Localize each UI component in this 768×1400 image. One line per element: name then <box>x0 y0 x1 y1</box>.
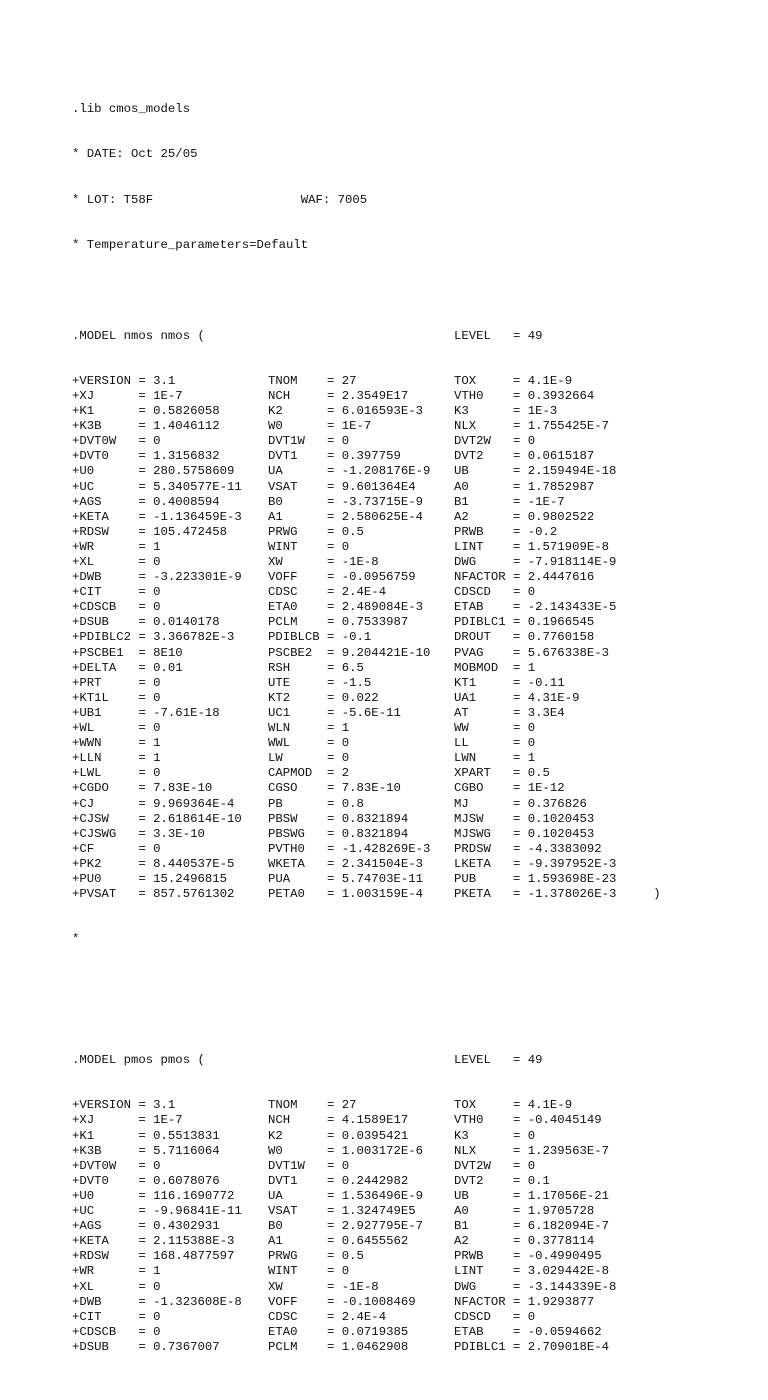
parameter-assignment: +CIT = 0 <box>72 1309 161 1324</box>
parameter-assignment: +CJ = 9.969364E-4 <box>72 796 235 811</box>
nmos-level: LEVEL = 49 <box>454 328 543 343</box>
parameter-row <box>72 1204 654 1219</box>
parameter-row <box>72 1325 654 1340</box>
parameter-row <box>72 887 661 902</box>
parameter-assignment: PRWG = 0.5 <box>268 1249 364 1264</box>
parameter-assignment: +LLN = 1 <box>72 751 161 766</box>
parameter-assignment: NFACTOR = 1.9293877 <box>454 1294 595 1309</box>
parameter-row <box>72 389 654 404</box>
parameter-assignment: MJSWG = 0.1020453 <box>454 826 595 841</box>
parameter-assignment: TNOM = 27 <box>268 1098 357 1113</box>
parameter-assignment: +DVT0W = 0 <box>72 434 161 449</box>
parameter-assignment: PVTH0 = -1.428269E-3 <box>268 841 431 856</box>
parameter-assignment: DWG = -7.918114E-9 <box>454 555 617 569</box>
parameter-assignment: B1 = -1E-7 <box>454 494 565 509</box>
parameter-assignment: PRDSW = -4.3383092 <box>454 841 602 856</box>
parameter-assignment: +AGS = 0.4008594 <box>72 494 220 509</box>
parameter-row <box>72 736 654 751</box>
parameter-assignment: UB = 2.159494E-18 <box>454 464 617 479</box>
parameter-row <box>72 434 654 449</box>
parameter-assignment: UA1 = 4.31E-9 <box>454 690 580 705</box>
parameter-row <box>72 781 654 796</box>
parameter-assignment: +WL = 0 <box>72 721 161 736</box>
parameter-assignment: +XL = 0 <box>72 555 161 569</box>
parameter-assignment: VTH0 = 0.3932664 <box>454 388 595 403</box>
parameter-assignment: RSH = 6.5 <box>268 660 364 675</box>
parameter-assignment: TOX = 4.1E-9 <box>454 1098 573 1113</box>
parameter-assignment: +WR = 1 <box>72 1264 161 1279</box>
parameter-assignment: K3 = 1E-3 <box>454 404 558 419</box>
parameter-assignment: MOBMOD = 1 <box>454 660 536 675</box>
parameter-assignment: UA = 1.536496E-9 <box>268 1188 423 1203</box>
parameter-assignment: VOFF = -0.0956759 <box>268 570 416 585</box>
parameter-row <box>72 1174 654 1189</box>
parameter-row <box>72 1310 654 1325</box>
parameter-row <box>72 1295 654 1310</box>
parameter-assignment: DVT2W = 0 <box>454 1158 536 1173</box>
parameter-row <box>72 419 654 434</box>
parameter-assignment: A0 = 1.7852987 <box>454 479 595 494</box>
parameter-row <box>72 1219 654 1234</box>
parameter-assignment: UB = 1.17056E-21 <box>454 1188 609 1203</box>
parameter-assignment: +PRT = 0 <box>72 675 161 690</box>
parameter-row <box>72 1280 654 1295</box>
parameter-assignment: +K1 = 0.5826058 <box>72 404 220 419</box>
lot-line: * LOT: T58F WAF: 7005 <box>72 192 368 207</box>
parameter-assignment: LKETA = -9.397952E-3 <box>454 856 617 871</box>
parameter-assignment: +DELTA = 0.01 <box>72 660 183 675</box>
nmos-model-title: .MODEL nmos nmos ( <box>72 328 205 343</box>
parameter-row <box>72 721 654 736</box>
parameter-assignment: ETAB = -2.143433E-5 <box>454 600 617 615</box>
parameter-assignment: PUB = 1.593698E-23 <box>454 871 617 886</box>
parameter-row <box>72 857 654 872</box>
parameter-assignment: PBSW = 0.8321894 <box>268 811 409 826</box>
parameter-row <box>72 827 654 842</box>
parameter-assignment: A2 = 0.9802522 <box>454 509 595 524</box>
parameter-row <box>72 480 654 495</box>
parameter-row <box>72 706 654 721</box>
parameter-assignment: +XJ = 1E-7 <box>72 1113 183 1128</box>
parameter-assignment: +U0 = 280.5758609 <box>72 464 235 479</box>
parameter-row <box>72 872 654 887</box>
parameter-assignment: A0 = 1.9705728 <box>454 1204 595 1219</box>
parameter-assignment: ETAB = -0.0594662 <box>454 1324 602 1339</box>
parameter-assignment: DVT2 = 0.0615187 <box>454 449 595 464</box>
parameter-assignment: +XJ = 1E-7 <box>72 388 183 403</box>
parameter-assignment: PBSWG = 0.8321894 <box>268 826 409 841</box>
parameter-assignment: LINT = 3.029442E-8 <box>454 1264 609 1279</box>
parameter-assignment: PETA0 = 1.003159E-4 <box>268 887 423 902</box>
parameter-row <box>72 1234 654 1249</box>
parameter-assignment: NCH = 4.1589E17 <box>268 1113 409 1128</box>
parameter-assignment: +UB1 = -7.61E-18 <box>72 705 220 720</box>
spice-model-listing <box>72 72 661 1400</box>
parameter-assignment: XW = -1E-8 <box>268 1279 379 1294</box>
parameter-assignment: KT2 = 0.022 <box>268 690 379 705</box>
parameter-assignment: +DVT0 = 1.3156832 <box>72 449 220 464</box>
parameter-assignment: +K3B = 1.4046112 <box>72 419 220 434</box>
parameter-assignment: LWN = 1 <box>454 751 536 766</box>
parameter-assignment: +PVSAT = 857.5761302 <box>72 887 235 902</box>
parameter-assignment: +UC = -9.96841E-11 <box>72 1204 242 1219</box>
parameter-row <box>72 1159 654 1174</box>
parameter-assignment: +VERSION = 3.1 <box>72 373 176 388</box>
nmos-parameter-rows <box>72 373 661 902</box>
parameter-assignment: NFACTOR = 2.4447616 <box>454 570 595 585</box>
parameter-row <box>72 585 654 600</box>
parameter-row <box>72 691 654 706</box>
parameter-assignment: PDIBLCB = -0.1 <box>268 630 372 645</box>
parameter-assignment: +PK2 = 8.440537E-5 <box>72 856 235 871</box>
parameter-assignment: A2 = 0.3778114 <box>454 1234 595 1249</box>
parameter-assignment: PDIBLC1 = 0.1966545 <box>454 615 595 630</box>
parameter-assignment: +CJSWG = 3.3E-10 <box>72 826 205 841</box>
parameter-assignment: CAPMOD = 2 <box>268 766 350 781</box>
parameter-assignment: WKETA = 2.341504E-3 <box>268 856 423 871</box>
parameter-assignment: A1 = 0.6455562 <box>268 1234 409 1249</box>
parameter-assignment: PRWB = -0.2 <box>454 524 558 539</box>
parameter-assignment: +KETA = -1.136459E-3 <box>72 509 242 524</box>
parameter-assignment: XW = -1E-8 <box>268 555 379 569</box>
parameter-assignment: XPART = 0.5 <box>454 766 550 781</box>
parameter-assignment: WW = 0 <box>454 721 536 736</box>
parameter-assignment: LW = 0 <box>268 751 350 766</box>
parameter-row <box>72 464 654 479</box>
parameter-row <box>72 1129 654 1144</box>
parameter-assignment: +DSUB = 0.7367007 <box>72 1339 220 1354</box>
parameter-row <box>72 615 654 630</box>
parameter-assignment: CGBO = 1E-12 <box>454 781 565 796</box>
parameter-assignment: PCLM = 0.7533987 <box>268 615 409 630</box>
parameter-assignment: NLX = 1.755425E-7 <box>454 419 609 434</box>
nmos-model-header <box>72 329 654 344</box>
parameter-assignment: PRWB = -0.4990495 <box>454 1249 602 1264</box>
parameter-assignment: WINT = 0 <box>268 1264 350 1279</box>
parameter-assignment: W0 = 1.003172E-6 <box>268 1143 423 1158</box>
parameter-assignment: WLN = 1 <box>268 721 350 736</box>
parameter-assignment: TOX = 4.1E-9 <box>454 373 573 388</box>
parameter-assignment: VSAT = 1.324749E5 <box>268 1204 416 1219</box>
parameter-assignment: CDSC = 2.4E-4 <box>268 1309 387 1324</box>
date-line: * DATE: Oct 25/05 <box>72 147 198 162</box>
parameter-row <box>72 646 654 661</box>
parameter-assignment: DWG = -3.144339E-8 <box>454 1279 617 1294</box>
parameter-assignment: PKETA = -1.378026E-3 ) <box>454 887 661 902</box>
parameter-assignment: +WR = 1 <box>72 539 161 554</box>
parameter-assignment: +PU0 = 15.2496815 <box>72 871 227 886</box>
parameter-row <box>72 751 654 766</box>
parameter-assignment: +XL = 0 <box>72 1279 161 1294</box>
parameter-assignment: +CJSW = 2.618614E-10 <box>72 811 242 826</box>
parameter-row <box>72 555 654 570</box>
parameter-assignment: PUA = 5.74703E-11 <box>268 871 423 886</box>
parameter-assignment: ETA0 = 2.489084E-3 <box>268 600 423 615</box>
parameter-assignment: CGSO = 7.83E-10 <box>268 781 401 796</box>
parameter-row <box>72 842 654 857</box>
pmos-model-title: .MODEL pmos pmos ( <box>72 1053 205 1068</box>
parameter-row <box>72 1249 654 1264</box>
parameter-assignment: +CDSCB = 0 <box>72 600 161 615</box>
pmos-model-header <box>72 1053 654 1068</box>
parameter-assignment: +VERSION = 3.1 <box>72 1098 176 1113</box>
parameter-assignment: UTE = -1.5 <box>268 675 372 690</box>
parameter-assignment: B0 = -3.73715E-9 <box>268 494 423 509</box>
parameter-assignment: PRWG = 0.5 <box>268 524 364 539</box>
parameter-row <box>72 1098 654 1113</box>
parameter-assignment: +K1 = 0.5513831 <box>72 1128 220 1143</box>
parameter-assignment: +DWB = -1.323608E-8 <box>72 1294 242 1309</box>
parameter-assignment: W0 = 1E-7 <box>268 419 372 434</box>
temperature-line: * Temperature_parameters=Default <box>72 238 309 253</box>
pmos-level: LEVEL = 49 <box>454 1053 543 1068</box>
parameter-assignment: +PSCBE1 = 8E10 <box>72 645 183 660</box>
parameter-assignment: B1 = 6.182094E-7 <box>454 1219 609 1234</box>
parameter-assignment: AT = 3.3E4 <box>454 705 565 720</box>
parameter-assignment: UA = -1.208176E-9 <box>268 464 431 479</box>
parameter-row <box>72 510 654 525</box>
parameter-assignment: ETA0 = 0.0719385 <box>268 1324 409 1339</box>
parameter-assignment: +RDSW = 105.472458 <box>72 524 227 539</box>
parameter-assignment: +PDIBLC2 = 3.366782E-3 <box>72 630 235 645</box>
parameter-row <box>72 661 654 676</box>
nmos-end-marker: * <box>72 932 80 947</box>
parameter-row <box>72 495 654 510</box>
parameter-row <box>72 374 654 389</box>
parameter-assignment: PB = 0.8 <box>268 796 364 811</box>
parameter-row <box>72 570 654 585</box>
parameter-row <box>72 540 654 555</box>
parameter-assignment: LINT = 1.571909E-8 <box>454 539 609 554</box>
parameter-row <box>72 449 654 464</box>
parameter-assignment: NCH = 2.3549E17 <box>268 388 409 403</box>
parameter-assignment: NLX = 1.239563E-7 <box>454 1143 609 1158</box>
parameter-assignment: VSAT = 9.601364E4 <box>268 479 416 494</box>
parameter-assignment: A1 = 2.580625E-4 <box>268 509 423 524</box>
parameter-assignment: WINT = 0 <box>268 539 350 554</box>
parameter-assignment: DVT2 = 0.1 <box>454 1173 550 1188</box>
parameter-assignment: +DVT0W = 0 <box>72 1158 161 1173</box>
parameter-assignment: +DVT0 = 0.6078076 <box>72 1173 220 1188</box>
parameter-row <box>72 1144 654 1159</box>
parameter-assignment: MJSW = 0.1020453 <box>454 811 595 826</box>
parameter-row <box>72 1264 654 1279</box>
parameter-assignment: TNOM = 27 <box>268 373 357 388</box>
parameter-assignment: CDSC = 2.4E-4 <box>268 585 387 600</box>
parameter-assignment: PVAG = 5.676338E-3 <box>454 645 609 660</box>
parameter-assignment: +KT1L = 0 <box>72 690 161 705</box>
parameter-row <box>72 1113 654 1128</box>
parameter-assignment: DVT1W = 0 <box>268 434 350 449</box>
parameter-assignment: DVT1W = 0 <box>268 1158 350 1173</box>
parameter-assignment: VOFF = -0.1008469 <box>268 1294 416 1309</box>
parameter-assignment: UC1 = -5.6E-11 <box>268 705 401 720</box>
parameter-row <box>72 600 654 615</box>
parameter-assignment: +WWN = 1 <box>72 736 161 751</box>
parameter-row <box>72 525 654 540</box>
parameter-assignment: +DSUB = 0.0140178 <box>72 615 220 630</box>
parameter-row <box>72 676 654 691</box>
parameter-row <box>72 1189 654 1204</box>
parameter-assignment: K3 = 0 <box>454 1128 536 1143</box>
parameter-assignment: +UC = 5.340577E-11 <box>72 479 242 494</box>
parameter-row <box>72 630 654 645</box>
parameter-assignment: PCLM = 1.0462908 <box>268 1339 409 1354</box>
parameter-row <box>72 1340 654 1355</box>
parameter-row <box>72 797 654 812</box>
parameter-assignment: PSCBE2 = 9.204421E-10 <box>268 645 431 660</box>
parameter-assignment: K2 = 6.016593E-3 <box>268 404 423 419</box>
parameter-assignment: KT1 = -0.11 <box>454 675 565 690</box>
parameter-row <box>72 766 654 781</box>
parameter-assignment: K2 = 0.0395421 <box>268 1128 409 1143</box>
parameter-assignment: PDIBLC1 = 2.709018E-4 <box>454 1339 609 1354</box>
parameter-assignment: +U0 = 116.1690772 <box>72 1188 235 1203</box>
nmos-model-block <box>72 298 661 977</box>
parameter-row <box>72 812 654 827</box>
parameter-assignment: DVT1 = 0.2442982 <box>268 1173 409 1188</box>
parameter-assignment: DROUT = 0.7760158 <box>454 630 595 645</box>
parameter-assignment: +CGDO = 7.83E-10 <box>72 781 213 796</box>
pmos-parameter-rows <box>72 1098 654 1355</box>
parameter-assignment: +KETA = 2.115388E-3 <box>72 1234 235 1249</box>
parameter-assignment: DVT2W = 0 <box>454 434 536 449</box>
parameter-assignment: +RDSW = 168.4877597 <box>72 1249 235 1264</box>
parameter-assignment: DVT1 = 0.397759 <box>268 449 401 464</box>
parameter-assignment: +AGS = 0.4302931 <box>72 1219 220 1234</box>
pmos-model-block <box>72 1023 654 1385</box>
parameter-assignment: +DWB = -3.223301E-9 <box>72 570 242 585</box>
parameter-assignment: CDSCD = 0 <box>454 1309 536 1324</box>
parameter-assignment: MJ = 0.376826 <box>454 796 587 811</box>
parameter-row <box>72 404 654 419</box>
parameter-assignment: B0 = 2.927795E-7 <box>268 1219 423 1234</box>
parameter-assignment: +CF = 0 <box>72 841 161 856</box>
parameter-assignment: VTH0 = -0.4045149 <box>454 1113 602 1128</box>
parameter-assignment: CDSCD = 0 <box>454 585 536 600</box>
parameter-assignment: +LWL = 0 <box>72 766 161 781</box>
parameter-assignment: +K3B = 5.7116064 <box>72 1143 220 1158</box>
parameter-assignment: WWL = 0 <box>268 736 350 751</box>
lib-line: .lib cmos_models <box>72 102 191 117</box>
parameter-assignment: +CDSCB = 0 <box>72 1324 161 1339</box>
parameter-assignment: +CIT = 0 <box>72 585 161 600</box>
parameter-assignment: LL = 0 <box>454 736 536 751</box>
